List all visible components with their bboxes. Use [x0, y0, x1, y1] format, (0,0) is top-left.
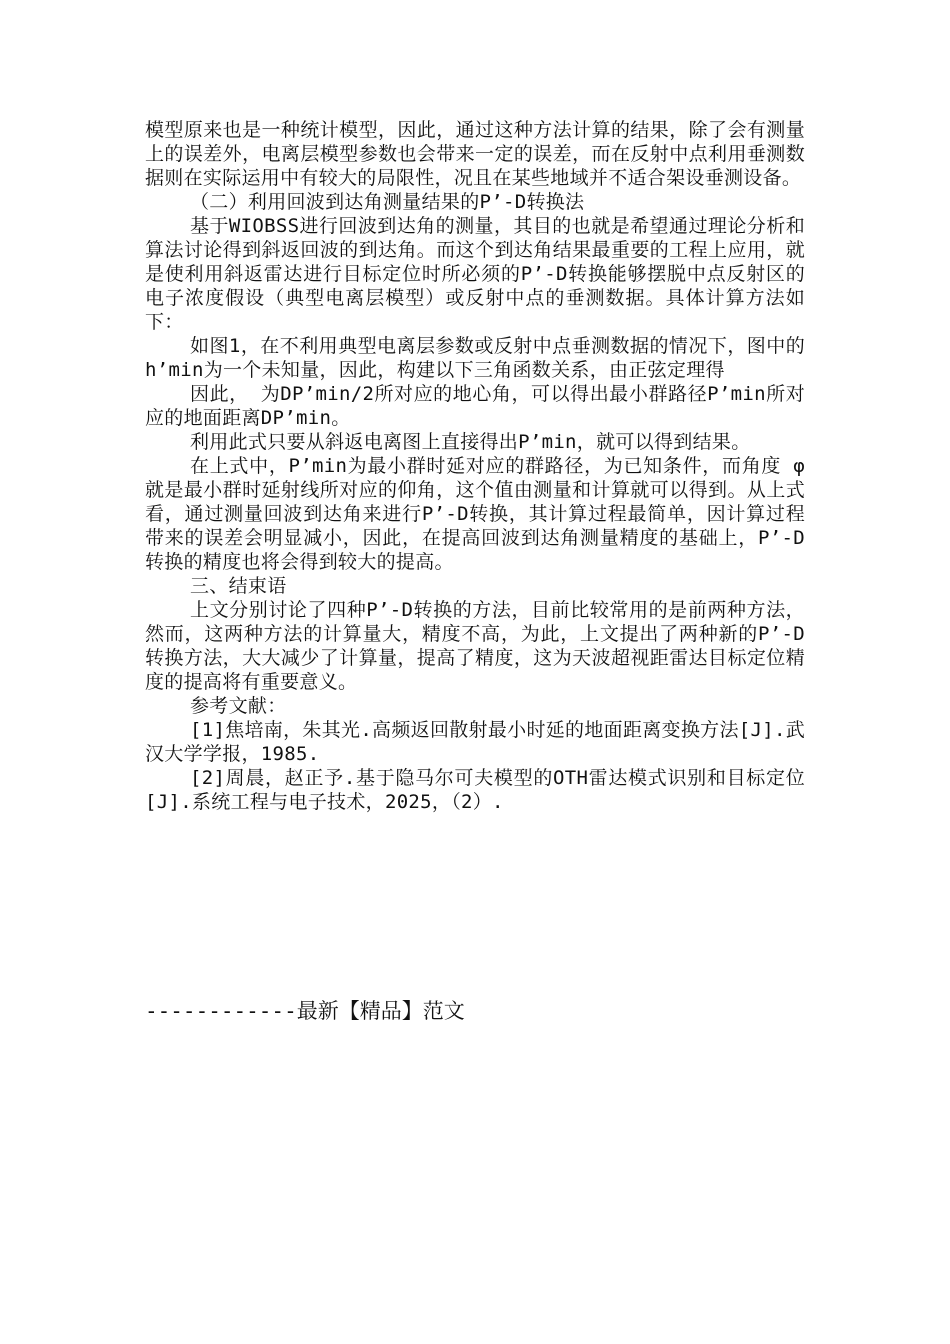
section-heading-conclusion: 三、结束语: [190, 575, 287, 597]
paragraph-analysis: 在上式中，P’min为最小群时延对应的群路径，为已知条件，而角度 φ 就是最小群时延射线所对应的仰角，这个值由测量和计算就可以得到。从上式看，通过测量回波到达角来进行P’-D转换，其计算过程最简单，因计算过程带来的误差会明显减小，因此，在提高回波到达角测量精度的基础上，P’-D转换的精度也将会得到较大的提高。: [145, 455, 805, 573]
reference-1: [1]焦培南，朱其光.高频返回散射最小时延的地面距离变换方法[J].武汉大学学报，1985.: [145, 719, 806, 765]
paragraph-conclusion: 上文分别讨论了四种P’-D转换的方法，目前比较常用的是前两种方法，然而，这两种方法的计算量大，精度不高，为此，上文提出了两种新的P’-D转换方法，大大减少了计算量，提高了精度，这为天波超视距雷达目标定位精度的提高将有重要意义。: [145, 599, 805, 693]
body-text: [145, 118, 805, 814]
paragraph-figure-1: 如图1，在不利用典型电离层参数或反射中点垂测数据的情况下，图中的h’min为一个未知量，因此，构建以下三角函数关系，由正弦定理得: [145, 335, 805, 381]
reference-2: [2]周晨，赵正予.基于隐马尔可夫模型的OTH雷达模式识别和目标定位[J].系统工程与电子技术，2025，（2）.: [145, 767, 805, 813]
section-heading-angle-method: （二）利用回波到达角测量结果的P’-D转换法: [190, 191, 585, 213]
paragraph-ionogram: 利用此式只要从斜返电离图上直接得出P’min，就可以得到结果。: [190, 431, 751, 453]
paragraph-geocentric-angle: 因此， 为DP’min/2所对应的地心角，可以得出最小群路径P’min所对应的地面距离DP’min。: [145, 383, 805, 429]
footer-banner: ------------最新【精品】范文: [145, 999, 465, 1023]
references-heading: 参考文献：: [190, 695, 287, 717]
paragraph-wiobss: 基于WIOBSS进行回波到达角的测量，其目的也就是希望通过理论分析和算法讨论得到斜返回波的到达角。而这个到达角结果最重要的工程上应用，就是使利用斜返雷达进行目标定位时所必须的P’-D转换能够摆脱中点反射区的电子浓度假设（典型电离层模型）或反射中点的垂测数据。具体计算方法如下：: [145, 215, 805, 333]
paragraph-model-statement: 模型原来也是一种统计模型，因此，通过这种方法计算的结果，除了会有测量上的误差外，电离层模型参数也会带来一定的误差，而在反射中点利用垂测数据则在实际运用中有较大的局限性，况且在某些地域并不适合架设垂测设备。: [145, 119, 805, 189]
